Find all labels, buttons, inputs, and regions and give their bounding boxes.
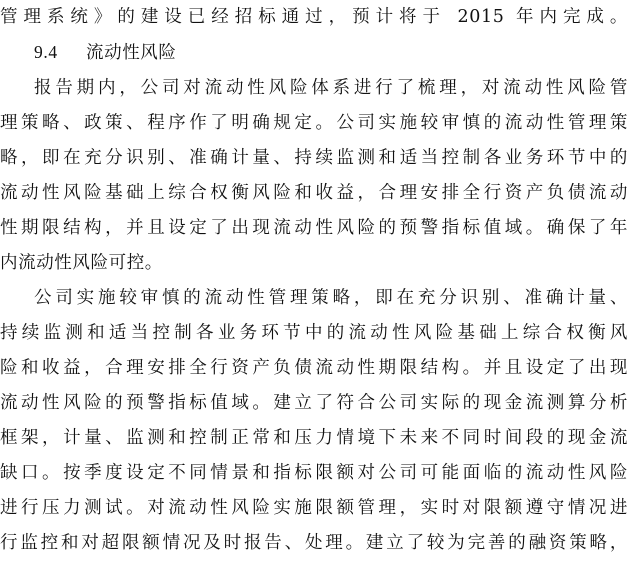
section-number: 9.4 xyxy=(34,42,58,62)
text-line: 流动性风险的预警指标值域。建立了符合公司实际的现金流测算分析 xyxy=(0,393,628,413)
text-line: 缺口。按季度设定不同情景和指标限额对公司可能面临的流动性风险 xyxy=(0,463,628,483)
text-line: 行监控和对超限额情况及时报告、处理。建立了较为完善的融资策略， xyxy=(0,533,628,553)
text-line: 持续监测和适当控制各业务环节中的流动性风险基础上综合权衡风 xyxy=(0,323,628,343)
text-line: 管理系统》的建设已经招标通过，预计将于 2015 年内完成。 xyxy=(0,7,628,27)
text-line: 公司实施较审慎的流动性管理策略，即在充分识别、准确计量、 xyxy=(34,288,628,308)
text-line: 框架，计量、监测和控制正常和压力情境下未来不同时间段的现金流 xyxy=(0,428,628,448)
text-line: 进行压力测试。对流动性风险实施限额管理，实时对限额遵守情况进 xyxy=(0,498,628,518)
text-line: 理策略、政策、程序作了明确规定。公司实施较审慎的流动性管理策 xyxy=(0,113,628,133)
text-line: 略，即在充分识别、准确计量、持续监测和适当控制各业务环节中的 xyxy=(0,148,628,168)
section-heading xyxy=(34,37,634,67)
text-line: 内流动性风险可控。 xyxy=(0,253,163,273)
text-line: 流动性风险基础上综合权衡风险和收益，合理安排全行资产负债流动 xyxy=(0,183,628,203)
text-line: 险和收益，合理安排全行资产负债流动性期限结构。并且设定了出现 xyxy=(0,358,628,378)
section-title: 流动性风险 xyxy=(86,43,177,63)
text-line: 报告期内，公司对流动性风险体系进行了梳理，对流动性风险管 xyxy=(34,78,628,98)
text-line: 性期限结构，并且设定了出现流动性风险的预警指标值域。确保了年 xyxy=(0,218,628,238)
